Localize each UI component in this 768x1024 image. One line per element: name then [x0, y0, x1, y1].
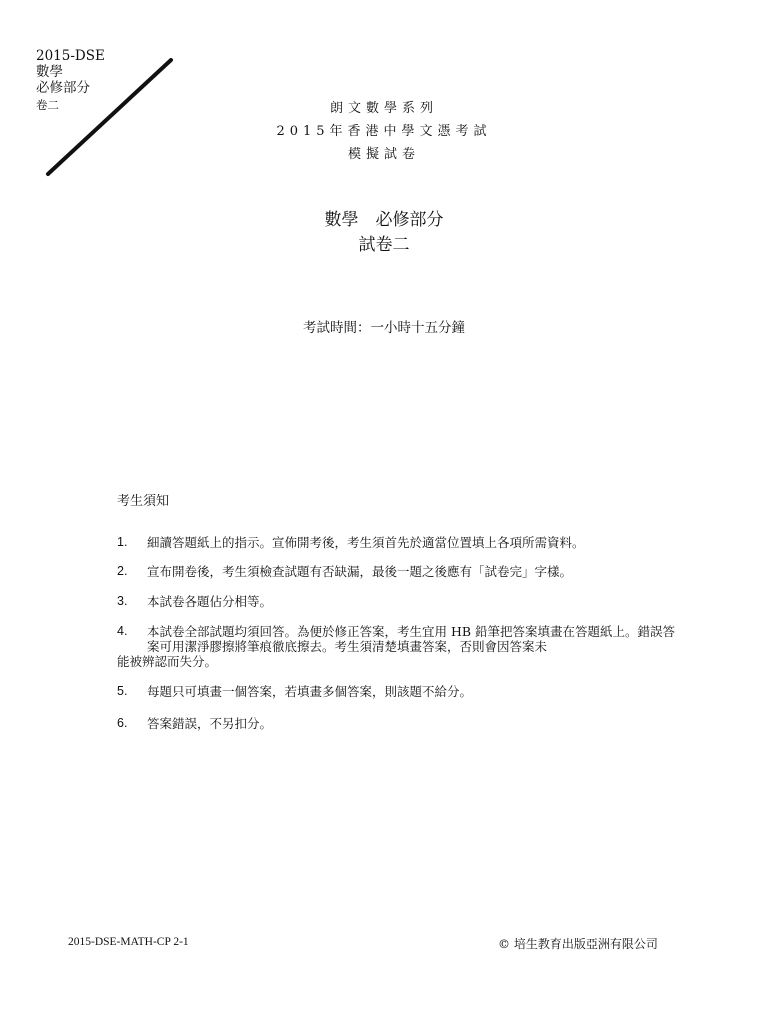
subject-title: 數學 必修部分	[324, 210, 444, 230]
instruction-text: 宣布開卷後，考生須檢查試題有否缺漏，最後一題之後應有「試卷完」字樣。	[147, 564, 573, 579]
instruction-number: 2.	[117, 564, 128, 578]
instruction-number: 5.	[117, 684, 128, 698]
instruction-item	[117, 624, 677, 669]
exam-duration: 考試時間：一小時十五分鐘	[303, 320, 465, 336]
instruction-number: 6.	[117, 716, 128, 730]
exam-name: 2015年香港中學文憑考試	[276, 124, 492, 139]
instruction-item	[117, 594, 677, 609]
mock-paper-label: 模擬試卷	[347, 147, 420, 162]
footer-copyright: © 培生教育出版亞洲有限公司	[498, 937, 658, 951]
instruction-number: 4.	[117, 624, 128, 638]
instruction-text-continued: 能被辨認而失分。	[117, 654, 218, 669]
instruction-text: 每題只可填畫一個答案，若填畫多個答案，則該題不給分。	[147, 684, 473, 699]
instruction-text: 答案錯誤，不另扣分。	[147, 716, 273, 731]
instruction-text: 本試卷全部試題均須回答。為便於修正答案，考生宜用 HB 鉛筆把答案填畫在答題紙上。錯誤答案可用潔淨膠擦將筆痕徹底擦去。考生須清楚填畫答案，否則會因答案未	[147, 624, 676, 654]
corner-paper: 卷二	[36, 98, 59, 112]
instruction-number: 1.	[117, 535, 128, 549]
corner-part: 必修部分	[36, 80, 90, 96]
instruction-item	[117, 535, 677, 550]
instruction-text-block	[117, 624, 677, 669]
instruction-number: 3.	[117, 594, 128, 608]
corner-subject: 數學	[36, 64, 63, 80]
instruction-item	[117, 564, 677, 579]
instruction-item	[117, 684, 677, 699]
paper-title: 試卷二	[358, 235, 410, 255]
series-title: 朗文數學系列	[329, 101, 438, 116]
footer-paper-code: 2015-DSE-MATH-CP 2-1	[68, 936, 189, 948]
instruction-item	[117, 716, 677, 731]
instruction-text: 細讀答題紙上的指示。宣佈開考後，考生須首先於適當位置填上各項所需資料。	[147, 535, 585, 550]
corner-exam-code: 2015-DSE	[36, 48, 105, 64]
instruction-text: 本試卷各題佔分相等。	[147, 594, 273, 609]
instructions-heading: 考生須知	[117, 494, 170, 509]
